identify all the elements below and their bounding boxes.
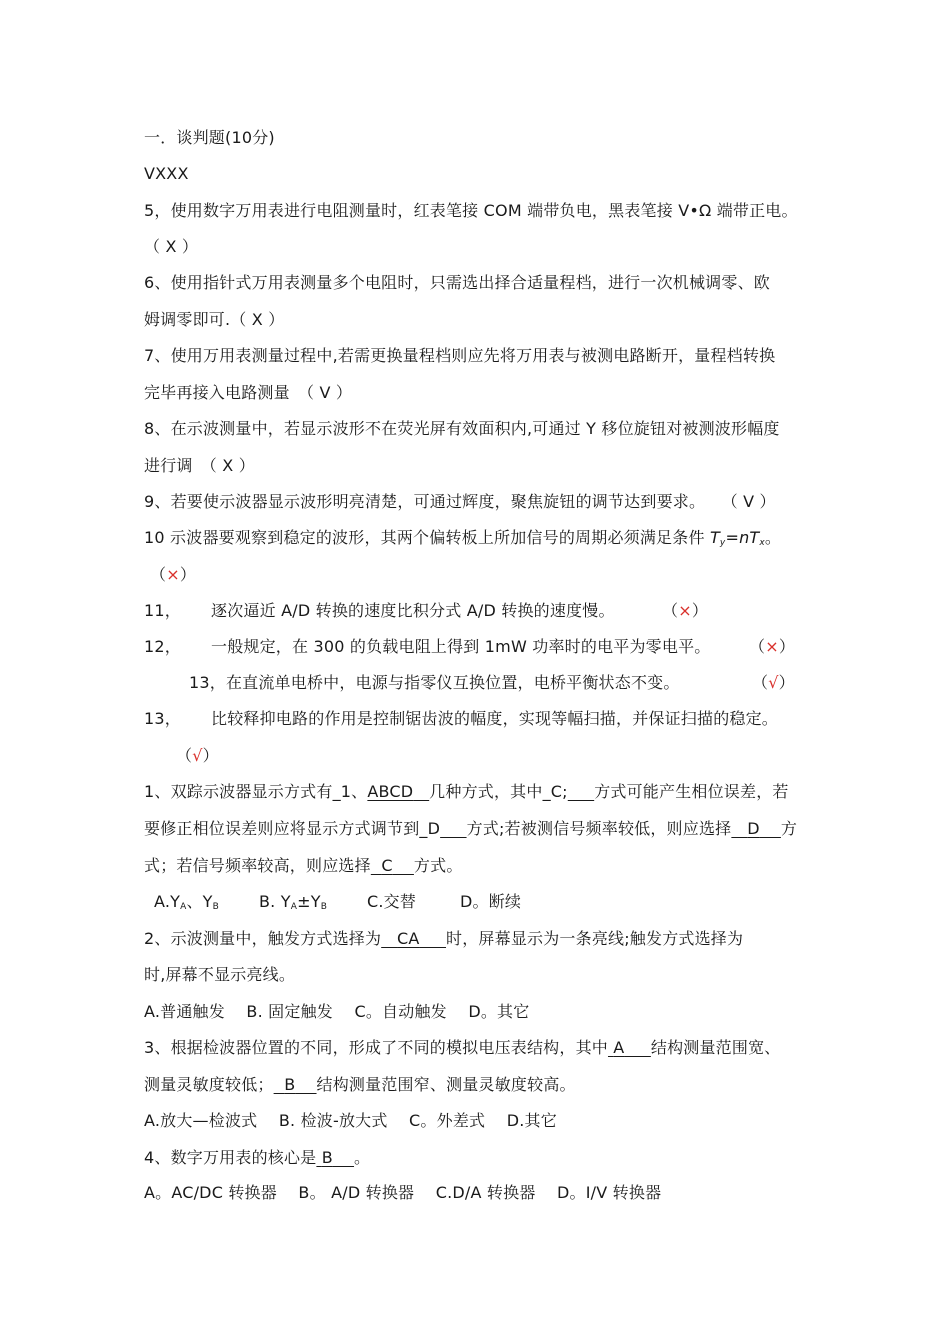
q10-formula-t2: T — [749, 528, 760, 547]
q12-answer: （×） — [749, 637, 796, 656]
check-mark-icon: √ — [768, 673, 779, 692]
c1-line-1: 1、双踪示波器显示方式有_1、ABCD 几种方式，其中_C; 方式可能产生相位误差，若 — [144, 782, 789, 801]
c2-line-2: 时,屏幕不显示亮线。 — [144, 965, 296, 984]
blank-answer: B — [284, 1075, 296, 1094]
blank-answer: B — [321, 1148, 333, 1167]
q10-formula-eq: = — [725, 528, 740, 547]
c1-opt-b: B. $Y_A\pm Y_B$ — [259, 892, 328, 912]
c1-line-3: 式；若信号频率较高，则应选择 C 方式。 — [144, 856, 463, 875]
q10-answer: （×） — [150, 565, 197, 584]
q6-line-1: 6、使用指针式万用表测量多个电阻时，只需选出择合适量程档，进行一次机械调零、欧 — [144, 273, 770, 292]
c1-opt-d: D。断续 — [460, 892, 522, 911]
q10-formula-sub-x: x — [759, 538, 765, 548]
blank-answer: CA — [397, 929, 420, 948]
q11-text: 逐次逼近 A/D 转换的速度比积分式 A/D 转换的速度慢。 — [211, 601, 615, 620]
q7-line-1: 7、使用万用表测量过程中,若需更换量程档则应先将万用表与被测电路断开，量程档转换 — [144, 346, 776, 365]
q11-num: 11， — [144, 601, 181, 620]
c2-line-1: 2、示波测量中，触发方式选择为 CA 时，屏幕显示为一条亮线;触发方式选择为 — [144, 929, 744, 948]
q8-line-1: 8、在示波测量中，若显示波形不在荧光屏有效面积内,可通过 Y 移位旋钮对被测波形幅度 — [144, 419, 780, 438]
q12-text: 一般规定，在 300 的负载电阻上得到 1mW 功率时的电平为零电平。 — [211, 637, 711, 656]
q10-formula-t1: T — [709, 528, 720, 547]
blank-answer: D — [747, 819, 760, 838]
section-title: 一．谈判题(10分) — [144, 128, 275, 147]
blank-answer: A — [613, 1038, 625, 1057]
c1-opt-a: $A.Y_A$、$Y_B$ — [154, 892, 220, 912]
q13b-num: 13， — [144, 709, 181, 728]
q10-formula-sub-y: y — [719, 538, 726, 548]
q8-line-2: 进行调 （ X ） — [144, 456, 255, 475]
q9-line: 9、若要使示波器显示波形明亮清楚，可通过辉度，聚焦旋钮的调节达到要求。 （ V ） — [144, 492, 776, 511]
c3-options: A.放大—检波式 B. 检波-放大式 C。外差式 D.其它 — [144, 1111, 557, 1130]
cross-mark-icon: × — [166, 565, 180, 584]
q10-formula-n: n — [739, 528, 750, 547]
q13b-answer: （√） — [176, 746, 219, 765]
q7-line-2: 完毕再接入电路测量 （ V ） — [144, 383, 353, 402]
c4-options: A。AC/DC 转换器 B。 A/D 转换器 C.D/A 转换器 D。I/V 转换器 — [144, 1183, 662, 1202]
cross-mark-icon: × — [765, 637, 779, 656]
cross-mark-icon: × — [678, 601, 692, 620]
c2-options: A.普通触发 B. 固定触发 C。自动触发 D。其它 — [144, 1002, 530, 1021]
q13b-text: 比较释抑电路的作用是控制锯齿波的幅度，实现等幅扫描，并保证扫描的稳定。 — [211, 709, 779, 728]
q11-answer: （×） — [662, 601, 709, 620]
c4-line-1: 4、数字万用表的核心是 B 。 — [144, 1148, 371, 1167]
c3-line-2: 测量灵敏度较低； B 结构测量范围窄、测量灵敏度较高。 — [144, 1075, 576, 1094]
q6-line-2: 姆调零即可.（ X ） — [144, 310, 285, 329]
q10-text: 10 示波器要观察到稳定的波形，其两个偏转板上所加信号的周期必须满足条件 — [144, 528, 710, 547]
q10-line-1 — [144, 527, 781, 554]
blank-answer: C — [381, 856, 393, 875]
q13a-text: 13，在直流单电桥中，电源与指零仪互换位置，电桥平衡状态不变。 — [189, 673, 680, 692]
q13a-answer: （√） — [752, 673, 795, 692]
c1-line-2: 要修正相位误差则应将显示方式调节到_D 方式;若被测信号频率较低，则应选择 D 方 — [144, 819, 798, 838]
q5-line-2: （ X ） — [144, 237, 199, 256]
q5-line-1: 5，使用数字万用表进行电阻测量时，红表笔接 COM 端带负电，黑表笔接 V•Ω 端带正电。 — [144, 201, 798, 220]
c1-opt-c: C.交替 — [367, 892, 417, 911]
q12-num: 12， — [144, 637, 181, 656]
blank-answer: ABCD — [367, 782, 414, 801]
c3-line-1: 3、根据检波器位置的不同，形成了不同的模拟电压表结构，其中 A 结构测量范围宽、 — [144, 1038, 781, 1057]
q10-formula-end: 。 — [764, 528, 782, 547]
check-mark-icon: √ — [192, 746, 203, 765]
answer-key: VXXX — [144, 164, 189, 183]
